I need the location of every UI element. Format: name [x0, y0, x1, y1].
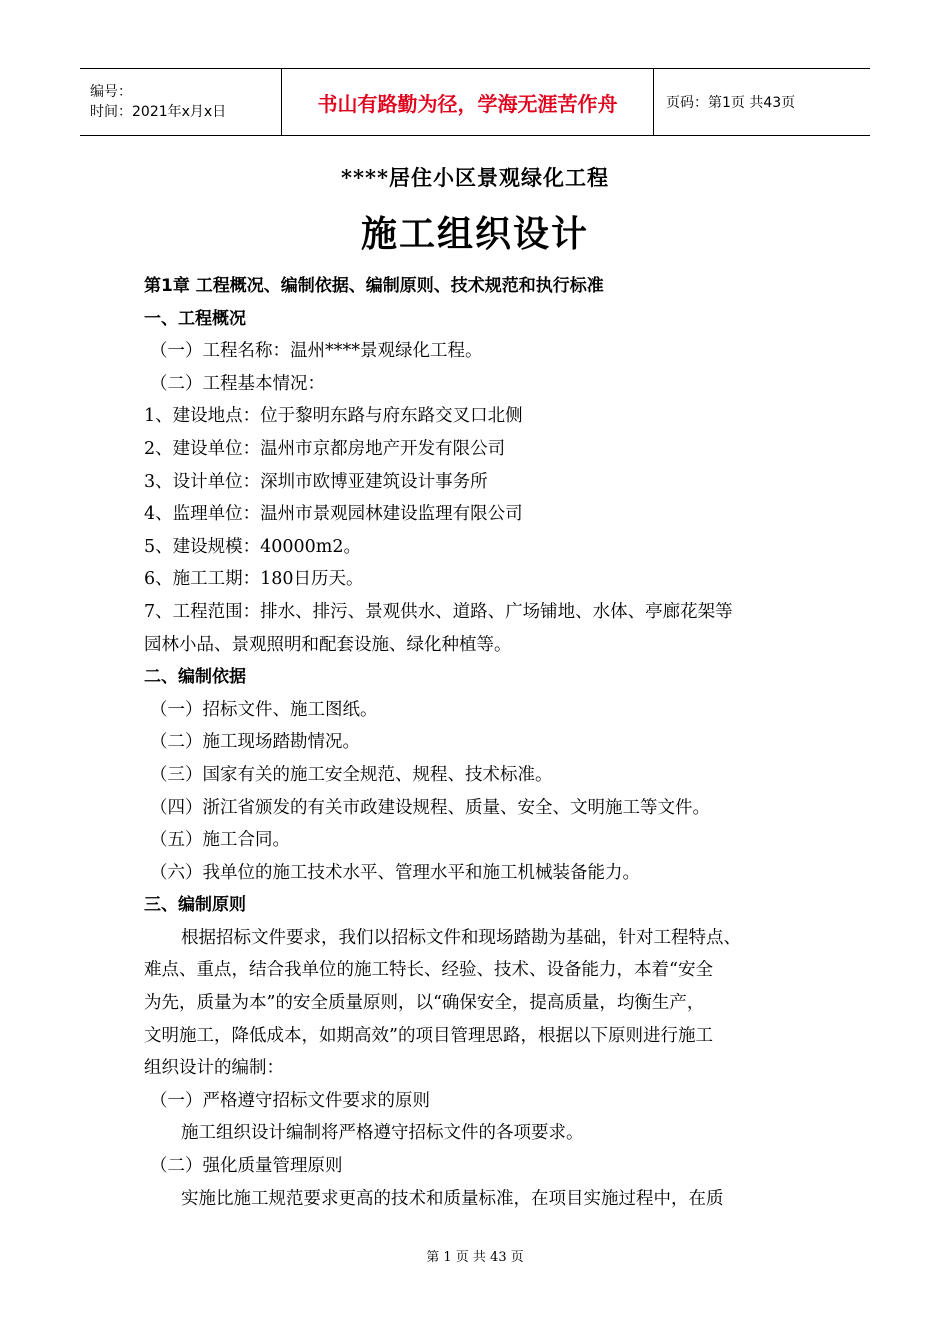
body-line: （一）严格遵守招标文件要求的原则: [150, 1090, 430, 1111]
body-line: 根据招标文件要求，我们以招标文件和现场踏勘为基础，针对工程特点、: [181, 927, 741, 948]
body-line: （三）国家有关的施工安全规范、规程、技术标准。: [150, 764, 553, 785]
document-title: 施工组织设计: [360, 214, 589, 255]
body-line: 3、设计单位：深圳市欧博亚建筑设计事务所: [144, 471, 488, 492]
header-motto-cell: [281, 69, 654, 135]
body-line: 2、建设单位：温州市京都房地产开发有限公司: [144, 438, 506, 459]
body-line: 施工组织设计编制将严格遵守招标文件的各项要求。: [181, 1123, 584, 1144]
body-line: （五）施工合同。: [150, 830, 290, 851]
number-label: 编号：: [90, 84, 132, 100]
body-line: 实施比施工规范要求更高的技术和质量标准，在项目实施过程中，在质: [181, 1188, 724, 1209]
document-body: [144, 270, 814, 1215]
page-number-label: 页码：第1页 共43页: [666, 95, 796, 111]
body-line: 7、工程范围：排水、排污、景观供水、道路、广场铺地、水体、亭廊花架等: [144, 601, 733, 622]
body-line: 园林小品、景观照明和配套设施、绿化种植等。: [144, 634, 512, 655]
body-line: （二）施工现场踏勘情况。: [150, 732, 360, 753]
body-line: 组织设计的编制：: [144, 1058, 284, 1079]
page-footer: 第 1 页 共 43 页: [426, 1250, 524, 1265]
body-line: 1、建设地点：位于黎明东路与府东路交叉口北侧: [144, 406, 523, 427]
section-heading: 一、工程概况: [144, 308, 246, 329]
body-line: （二）强化质量管理原则: [150, 1156, 343, 1177]
body-line: （二）工程基本情况：: [150, 373, 325, 394]
document-subtitle: ****居住小区景观绿化工程: [341, 165, 609, 190]
body-line: （一）工程名称：温州****景观绿化工程。: [150, 341, 483, 362]
body-line: 4、监理单位：温州市景观园林建设监理有限公司: [144, 504, 523, 525]
section-heading: 第1章 工程概况、编制依据、编制原则、技术规范和执行标准: [144, 276, 604, 296]
body-line: （一）招标文件、施工图纸。: [150, 699, 378, 720]
date-label: 时间：2021年x月x日: [90, 104, 227, 120]
body-line: 文明施工，降低成本，如期高效”的项目管理思路，根据以下原则进行施工: [144, 1025, 713, 1046]
section-heading: 二、编制依据: [144, 667, 246, 688]
body-line: （六）我单位的施工技术水平、管理水平和施工机械装备能力。: [150, 862, 640, 883]
body-line: 6、施工工期：180日历天。: [144, 569, 364, 590]
header-page-cell: [654, 69, 870, 135]
header-info-cell: [80, 69, 281, 135]
page-header: [80, 68, 870, 136]
body-line: （四）浙江省颁发的有关市政建设规程、质量、安全、文明施工等文件。: [150, 797, 710, 818]
body-line: 难点、重点，结合我单位的施工特长、经验、技术、设备能力，本着“安全: [144, 960, 713, 981]
section-heading: 三、编制原则: [144, 895, 246, 916]
body-line: 5、建设规模：40000m2。: [144, 536, 362, 557]
motto-text: 书山有路勤为径，学海无涯苦作舟: [317, 91, 618, 116]
body-line: 为先，质量为本”的安全质量原则，以“确保安全，提高质量，均衡生产，: [144, 993, 705, 1014]
